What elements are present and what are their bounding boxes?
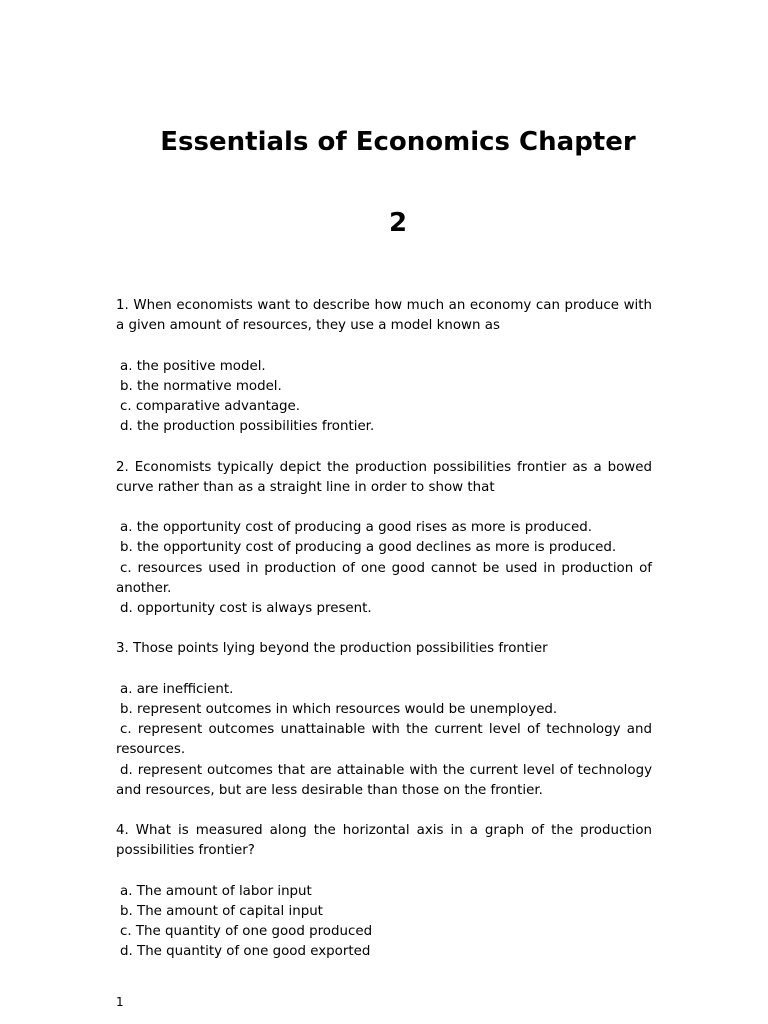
question-2-option-b: b. the opportunity cost of producing a good declines as more is produced. (120, 540, 617, 556)
question-2-option-a: a. the opportunity cost of producing a good rises as more is produced. (120, 520, 592, 536)
question-3-option-b: b. represent outcomes in which resources would be unemployed. (120, 701, 558, 717)
document-title-chapter-number: 2 (388, 208, 408, 238)
question-2-option-d: d. opportunity cost is always present. (120, 601, 372, 616)
page-number: 1 (116, 995, 124, 1009)
question-2-stem: 2. Economists typically depict the production possibilities frontier as a bowed curve rather than as a straight line in order to show that (116, 459, 652, 495)
question-4-options (116, 882, 652, 963)
question-4-stem: 4. What is measured along the horizontal axis in a graph of the production possibilities frontier? (116, 823, 652, 859)
question-1-stem: 1. When economists want to describe how much an economy can produce with a given amount of resources, they use a model known as (116, 298, 652, 334)
question-3-option-a: a. are inefficient. (120, 681, 234, 697)
question-1-options (116, 357, 652, 438)
question-4-option-c: c. The quantity of one good produced (120, 924, 373, 940)
question-1-option-a: a. the positive model. (120, 358, 266, 374)
question-3-option-c: c. represent outcomes unattainable with the current level of technology and resources. (116, 722, 652, 758)
question-list (116, 296, 652, 983)
question-2-options (116, 518, 652, 619)
question-1-option-b: b. the normative model. (120, 378, 282, 394)
document-title: Essentials of Economics Chapter (160, 127, 636, 157)
question-4-option-a: a. The amount of labor input (120, 883, 312, 899)
question-4-option-d: d. The quantity of one good exported (120, 944, 371, 960)
question-3-option-d: d. represent outcomes that are attainable with the current level of technology and resources, but are less desirable than those on the frontier. (116, 762, 652, 798)
question-2-option-c: c. resources used in production of one good cannot be used in production of another. (116, 560, 652, 596)
question-3-stem: 3. Those points lying beyond the production possibilities frontier (116, 641, 548, 657)
question-3-options (116, 680, 652, 801)
question-4-option-b: b. The amount of capital input (120, 903, 323, 919)
question-1-option-d: d. the production possibilities frontier. (120, 419, 375, 435)
question-1-option-c: c. comparative advantage. (120, 399, 301, 414)
